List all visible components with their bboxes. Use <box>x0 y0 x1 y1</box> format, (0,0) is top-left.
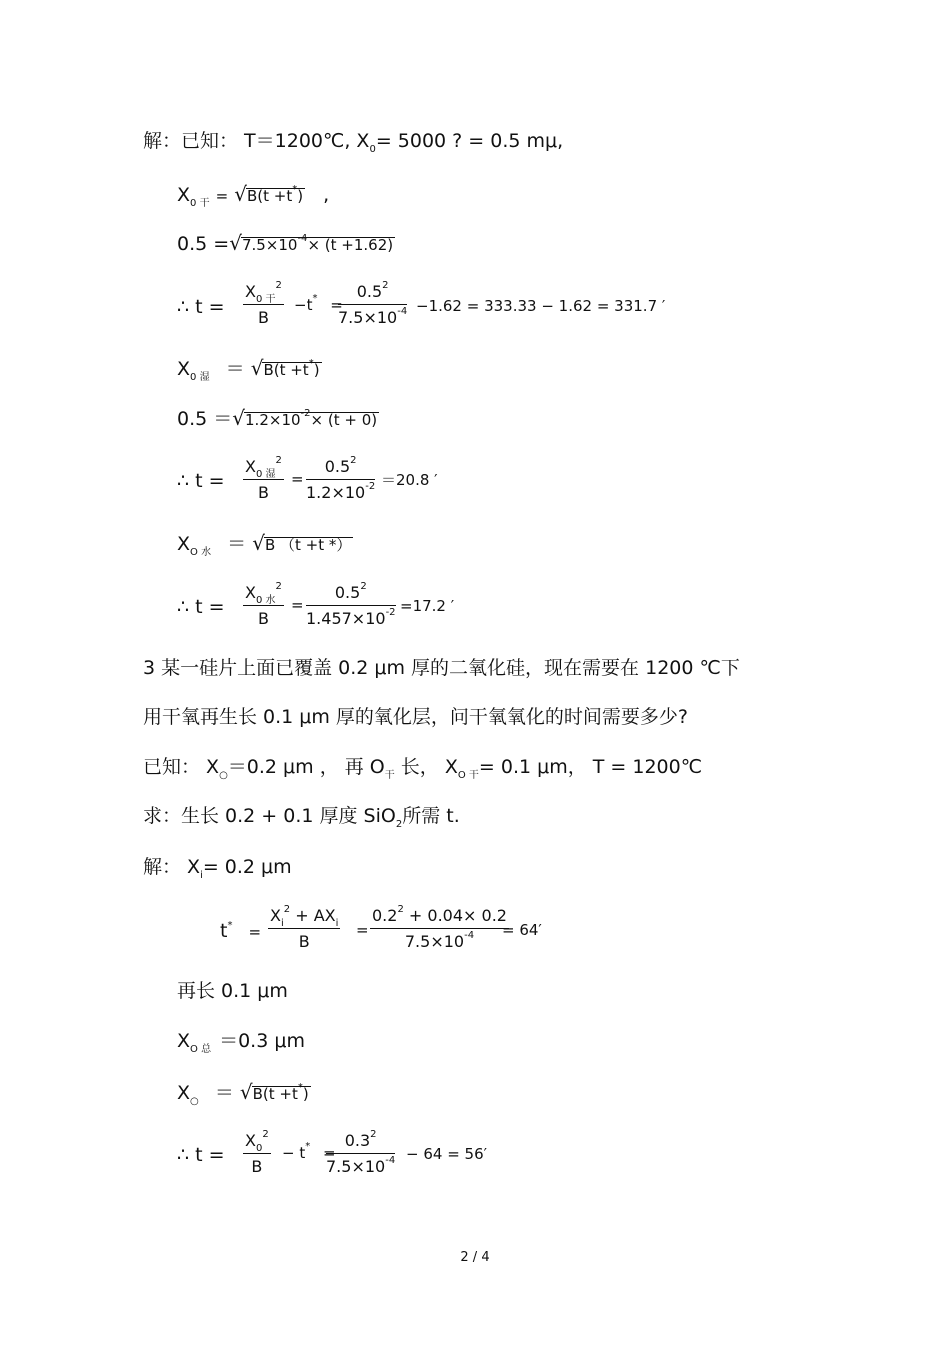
wet-time-result: ＝20.8 ′ <box>381 471 438 489</box>
wet-time-label: ∴ t = <box>177 470 225 492</box>
question-3-find: 求：生长 0.2 + 0.1 厚度 SiO$_2$所需 t. <box>143 805 460 830</box>
final-time-minus: − t* = <box>282 1141 336 1162</box>
final-time-fraction: $\frac{X_0^2}{B}$ <box>245 1129 269 1176</box>
solution-given: 解：已知： T＝1200℃, $X_0= 5000$ ? = 0.5 mμ, <box>143 130 564 155</box>
water-time-eq: = <box>291 596 304 614</box>
water-time-fraction-2: $\frac{0.5^2}{1.457\times 10^{-2}}$ <box>306 581 396 628</box>
water-formula: $X_{O 水} = √B$ （t +t *） <box>177 531 352 558</box>
wet-value: $0.5 =√1.2\times 10^{-2}\times (t + 0)$ <box>177 406 378 430</box>
question-3-solution: 解： $X_i= 0.2$ μm <box>143 856 292 881</box>
regrow-line: 再长 0.1 μm <box>177 980 288 1002</box>
tstar-result: = 64′ <box>502 921 542 939</box>
question-3-line-2: 用干氧再生长 0.1 μm 厚的氧化层，问干氧氧化的时间需要多少? <box>143 706 689 728</box>
tstar-fraction: $X_i^2 + AX_i$ B <box>270 904 339 951</box>
tstar-lhs: t* = <box>220 920 262 942</box>
wet-formula: $X_{0 湿} = √B(t +t^*)$ <box>177 356 320 383</box>
water-time-label: ∴ t = <box>177 596 225 618</box>
total-thickness: $X_{O 总} =0.3$ μm <box>177 1030 305 1055</box>
dry-time-label: ∴ t = <box>177 296 225 318</box>
dry-formula: $X_{0 干} = √B(t +t^*)$ , <box>177 182 330 209</box>
dry-time-fraction: $X_{0 干}^2$ B <box>245 280 282 327</box>
page-number: 2 / 4 <box>460 1250 490 1265</box>
xo-formula: $X_○ = √B(t +t^*)$ <box>177 1080 309 1107</box>
final-time-result: − 64 = 56′ <box>406 1145 488 1163</box>
final-time-fraction-2: $\frac{0.3^2}{7.5\times 10^{-4}}$ <box>326 1129 396 1176</box>
question-3-line-1: 3 某一硅片上面已覆盖 0.2 μm 厚的二氧化硅，现在需要在 1200 ℃下 <box>143 657 740 679</box>
question-3-given: 已知： $X_○=0.2$ μm ， 再 $O_干$ 长， $X_{O 干}= 0.1$ μm， T = 1200℃ <box>143 756 703 781</box>
tstar-eq: = <box>356 921 369 939</box>
water-time-fraction: $X_{0 水}^2$ B <box>245 581 282 628</box>
final-time-label: ∴ t = <box>177 1144 225 1166</box>
dry-time-fraction-2: $\frac{0.5^2}{7.5\times 10^{-4}}$ <box>338 280 408 327</box>
dry-value: $0.5 =√7.5\times 10^{-4}\times (t +1.62)$ <box>177 231 394 255</box>
wet-time-fraction-2: $\frac{0.5^2}{1.2\times 10^{-2}}$ <box>306 455 376 502</box>
dry-time-result: −1.62 = 333.33 − 1.62 = 331.7 ′ <box>416 297 666 315</box>
water-time-result: =17.2 ′ <box>400 597 455 615</box>
wet-time-fraction: $X_{0 湿}^2$ B <box>245 455 282 502</box>
wet-time-eq: = <box>291 470 304 488</box>
dry-time-minus: −t* = <box>294 293 343 314</box>
tstar-fraction-2: $\frac{0.2^2 + 0.04\times 0.2}{7.5\times 10^{-4}}$ <box>372 904 507 951</box>
